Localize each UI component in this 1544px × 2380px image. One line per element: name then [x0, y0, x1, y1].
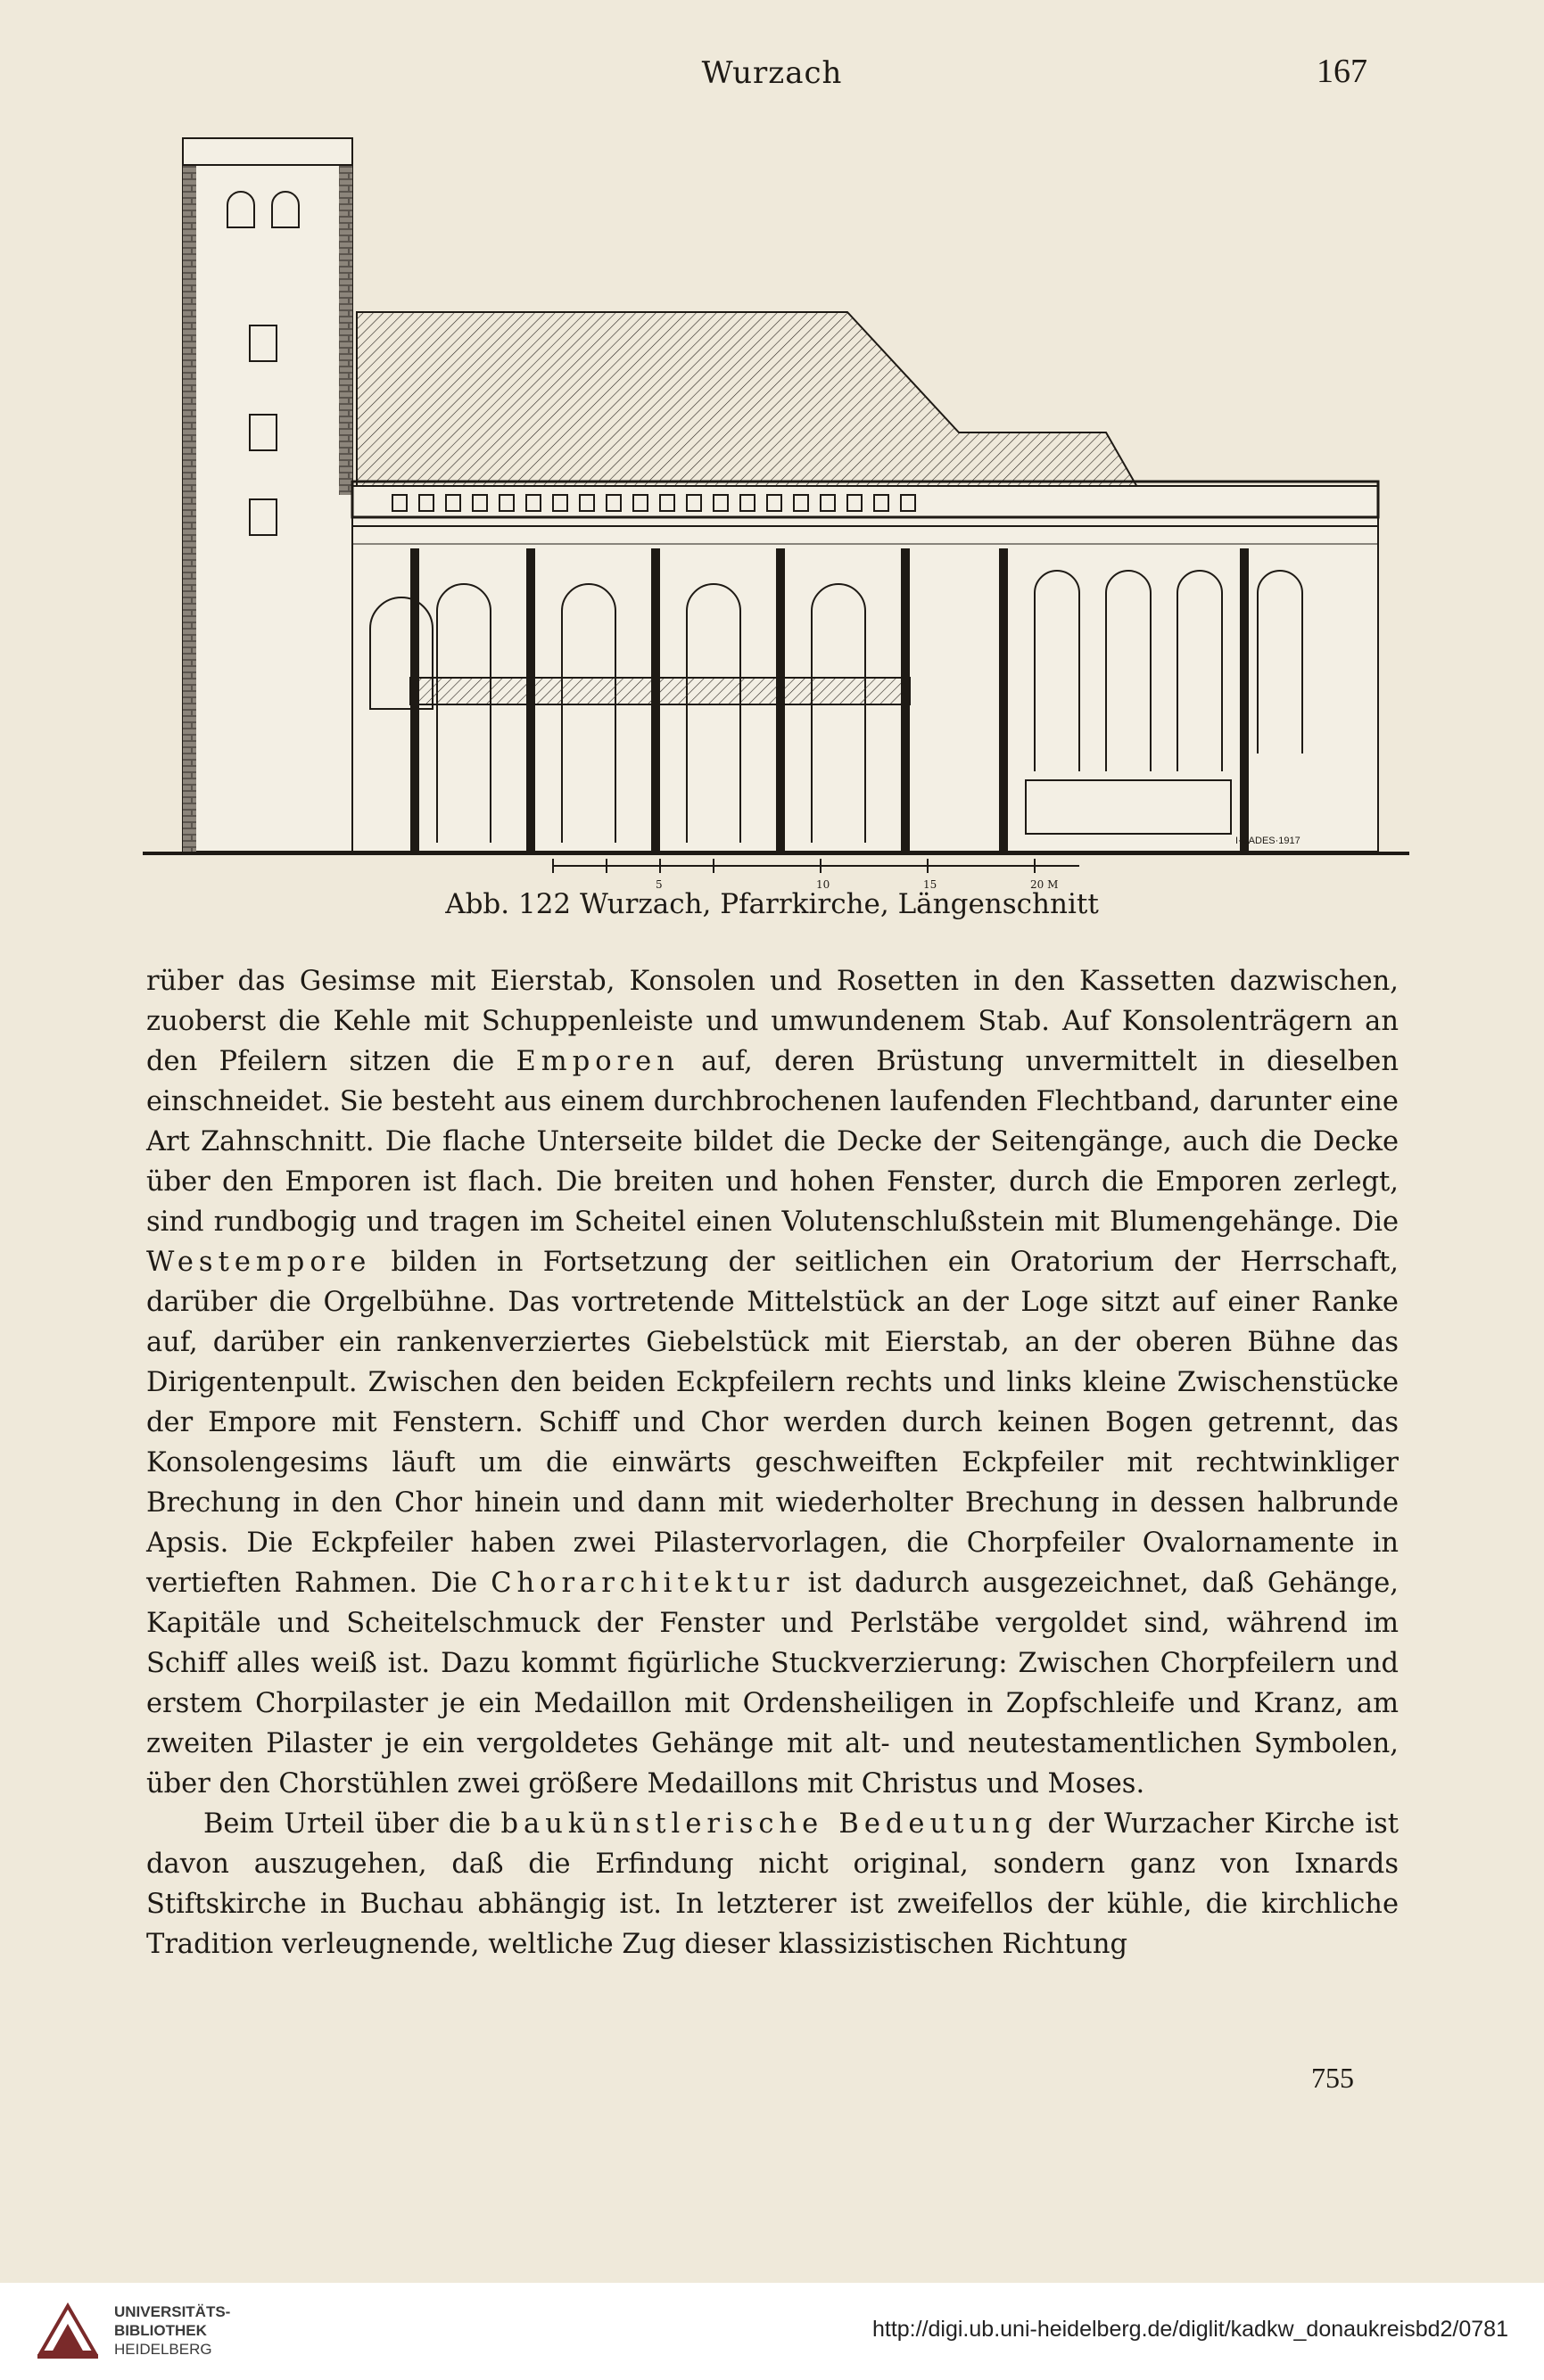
longitudinal-section-svg: [143, 129, 1409, 878]
paragraph-1: rüber das Gesimse mit Eierstab, Konsolen und Rosetten in den Kassetten dazwischen, zuoberst die Kehle mit Schuppenleiste und umwundenem Stab. Auf Konsolenträgern an den Pfeilern sitzen die Emporen auf, deren Brüstung unvermittelt in dieselben einschneidet. Sie besteht aus einem durchbrochenen laufenden Flechtband, darunter eine Art Zahnschnitt. Die flache Unterseite bildet die Decke der Seitengänge, auch die Decke über den Emporen ist flach. Die breiten und hohen Fenster, durch die Emporen zerlegt, sind rundbogig und tragen im Scheitel einen Volutenschlußstein mit Blumengehänge. Die Westempore bilden in Fortsetzung der seitlichen ein Oratorium der Herrschaft, darüber die Orgelbühne. Das vortretende Mittelstück an der Loge sitzt auf einer Ranke auf, darüber ein rankenverziertes Giebelstück mit Eierstab, an der oberen Bühne das Dirigentenpult. Zwischen den beiden Eckpfeilern rechts und links kleine Zwischenstücke der Empore mit Fenstern. Schiff und Chor werden durch keinen Bogen getrennt, das Konsolengesims läuft um die einwärts geschweiften Eckpfeiler mit rechtwinkliger Brechung in den Chor hinein und dann mit wiederholter Brechung in dessen halbrunde Apsis. Die Eckpfeiler haben zwei Pilastervorlagen, die Chorpfeiler Ovalornamente in vertieften Rahmen. Die Chorarchitektur ist dadurch ausgezeichnet, daß Gehänge, Kapitäle und Scheitelschmuck der Fenster und Perlstäbe vergoldet sind, während im Schiff alles weiß ist. Dazu kommt figürliche Stuckverzierung: Zwischen Chorpfeilern und erstem Chorpilaster je ein Medaillon mit Ordensheiligen in Zopfschleife und Kranz, am zweiten Pilaster je ein vergoldetes Gehänge mit alt- und neutestamentlichen Symbolen, über den Chorstühlen zwei größere Medaillons mit Christus und Moses.: [146, 966, 1399, 1799]
drawing-signature: I·CADES·1917: [1235, 836, 1300, 846]
paragraph-2: Beim Urteil über die baukünstlerische Bedeutung der Wurzacher Kirche ist davon auszugehen, daß die Erfindung nicht original, sondern ganz von Ixnards Stiftskirche in Buchau abhängig ist. In letzterer ist zweifellos der kühle, die kirchliche Tradition verleugnende, weltliche Zug dieser klassizistischen Richtung: [146, 1808, 1399, 1960]
university-library-logo: [32, 2299, 103, 2363]
running-title: Wurzach: [701, 55, 843, 91]
library-name: UNIVERSITÄTS- BIBLIOTHEK HEIDELBERG: [114, 2303, 231, 2358]
source-url-link[interactable]: http://digi.ub.uni-heidelberg.de/diglit/kadkw_donaukreisbd2/0781: [871, 2317, 1508, 2342]
scale-label-15: 15: [923, 878, 937, 891]
page-number: 167: [1317, 53, 1367, 90]
scale-label-5: 5: [656, 878, 663, 891]
scale-label-20: 20 M: [1030, 878, 1059, 891]
figure-caption: Abb. 122 Wurzach, Pfarrkirche, Längenschnitt: [445, 888, 1099, 920]
scale-label-10: 10: [816, 878, 830, 891]
signature-number: 755: [1311, 2062, 1354, 2094]
church-section-drawing: [143, 129, 1409, 878]
body-text: [146, 961, 1399, 1964]
